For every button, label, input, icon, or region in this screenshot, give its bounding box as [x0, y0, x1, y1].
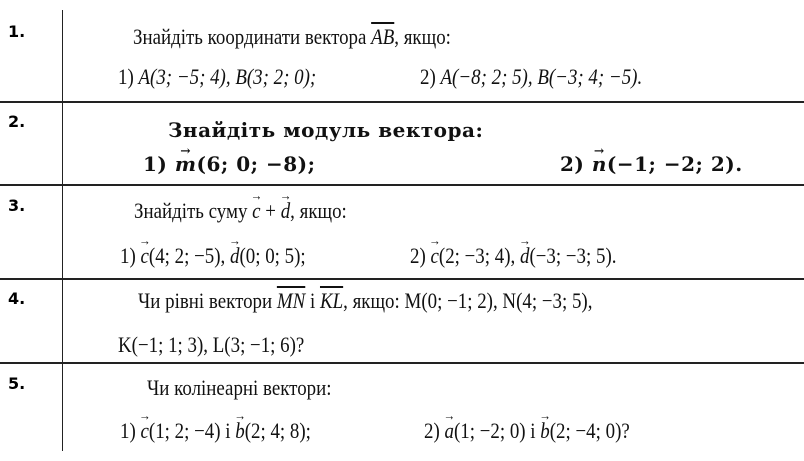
task-1-question: Знайдіть координати вектора $\overline{AB}$, якщо:: [133, 24, 451, 49]
row-divider: [0, 278, 804, 280]
task-3-part-1: 1) → c(4; 2; −5), → d(0; 0; 5);: [120, 243, 306, 269]
task-number: 2.: [8, 112, 26, 131]
task-number: 3.: [8, 196, 26, 215]
vector-m: → m: [175, 152, 197, 176]
task-2-question: Знайдіть модуль вектора:: [168, 118, 484, 142]
row-divider: [0, 362, 804, 364]
task-2-part-2: 2) → n(−1; −2; 2).: [560, 152, 743, 176]
task-5-part-2: 2) → a(1; −2; 0) і → b(2; −4; 0)?: [424, 418, 630, 444]
task-number: 5.: [8, 374, 26, 393]
task-3-part-2: 2) → c(2; −3; 4), → d(−3; −3; 5).: [410, 243, 616, 269]
row-divider: [0, 184, 804, 186]
task-5-question: Чи колінеарні вектори:: [147, 375, 332, 400]
task-4-line-2: K(−1; 1; 3), L(3; −1; 6)?: [118, 332, 305, 357]
task-number: 4.: [8, 289, 26, 308]
task-number: 1.: [8, 22, 26, 41]
vector-mn: $\overline{MN}$: [276, 288, 306, 313]
task-2-part-1: 1) → m(6; 0; −8);: [143, 152, 316, 176]
task-3-question: Знайдіть суму → c + → d, якщо:: [134, 198, 347, 224]
task-1-part-1: 1) A(3; −5; 4), B(3; 2; 0);: [118, 64, 317, 89]
task-4-question: Чи рівні вектори $\overline{MN}$ і $\overline{KL}$, якщо: M(0; −1; 2), N(4; −3; 5),: [138, 288, 593, 313]
vector-kl: $\overline{KL}$: [319, 288, 344, 313]
vector-d: → d: [281, 198, 290, 224]
vector-ab: $\overline{AB}$: [371, 24, 395, 49]
vector-n: → n: [592, 152, 607, 176]
task-5-part-1: 1) → c(1; 2; −4) і → b(2; 4; 8);: [120, 418, 311, 444]
row-divider: [0, 101, 804, 103]
column-divider: [62, 10, 63, 451]
vector-c: → c: [252, 198, 260, 224]
task-1-part-2: 2) A(−8; 2; 5), B(−3; 4; −5).: [420, 64, 643, 89]
